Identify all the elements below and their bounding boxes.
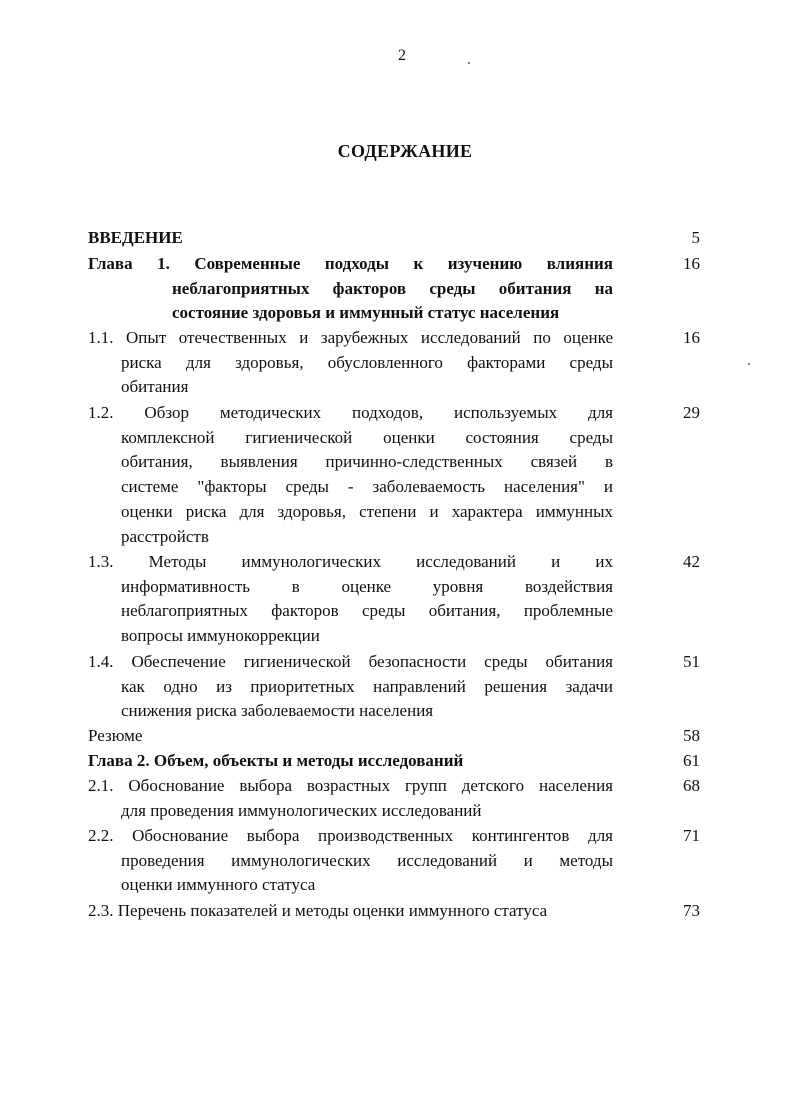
- page-title: СОДЕРЖАНИЕ: [337, 141, 473, 161]
- scan-speck: [748, 363, 750, 365]
- toc-page-number: 29: [683, 403, 700, 422]
- toc-entry-2-3: [88, 899, 700, 924]
- scan-speck: [468, 62, 470, 64]
- toc-page-number: 58: [683, 726, 700, 745]
- toc-entry-line: оценки риска для здоровья, степени и характера иммунных: [121, 501, 613, 521]
- toc-entry-line: риска для здоровья, обусловленного факторами среды: [121, 352, 613, 372]
- toc-page-number: 68: [683, 776, 700, 795]
- toc-page-number: 73: [683, 901, 700, 920]
- toc-entry-line: обитания, выявления причинно-следственных связей в: [121, 452, 613, 472]
- toc-entry-line: 1.3. Методы иммунологических исследований и их: [88, 552, 613, 571]
- toc-entry-chapter-1: [88, 252, 700, 326]
- toc-entry-introduction: [88, 226, 700, 251]
- toc-entry-line: 1.1. Опыт отечественных и зарубежных исследований по оценке: [88, 328, 613, 347]
- toc-entry-line: неблагоприятных факторов среды обитания на: [172, 278, 613, 298]
- toc-entry-line: как одно из приоритетных направлений решения задачи: [121, 676, 613, 696]
- toc-entry-line: обитания: [121, 377, 189, 397]
- toc-page-number: 61: [683, 751, 700, 770]
- toc-entry-2-1: [88, 774, 700, 823]
- toc-entry-1-1: [88, 326, 700, 400]
- toc-entry-line: 1.4. Обеспечение гигиенической безопасности среды обитания: [88, 652, 613, 671]
- toc-entry-line: ВВЕДЕНИЕ: [88, 228, 183, 247]
- toc-entry-line: Глава 1. Современные подходы к изучению влияния: [88, 254, 613, 273]
- toc-entry-1-4: [88, 650, 700, 724]
- toc-entry-line: оценки иммунного статуса: [121, 875, 316, 895]
- toc-page-number: 16: [683, 328, 700, 347]
- toc-entry-line: комплексной гигиенической оценки состояния среды: [121, 427, 613, 447]
- toc-entry-line: вопросы иммунокоррекции: [121, 626, 320, 646]
- toc-entry-line: 2.2. Обоснование выбора производственных контингентов для: [88, 826, 613, 845]
- toc-entry-summary: [88, 724, 700, 749]
- page-number: 2: [398, 47, 406, 64]
- toc-entry-line: информативность в оценке уровня воздействия: [121, 576, 613, 596]
- toc-entry-line: 2.3. Перечень показателей и методы оценки иммунного статуса: [88, 901, 548, 920]
- toc-entry-line: расстройств: [121, 526, 209, 546]
- toc-entry-1-3: [88, 550, 700, 649]
- toc-entry-1-2: [88, 401, 700, 549]
- toc-entry-line: для проведения иммунологических исследований: [121, 800, 482, 820]
- toc-page-number: 71: [683, 826, 700, 845]
- toc-entry-line: Резюме: [88, 726, 143, 745]
- toc-entry-line: 2.1. Обоснование выбора возрастных групп детского населения: [88, 776, 613, 795]
- toc-entry-line: системе "факторы среды - заболеваемость населения" и: [121, 477, 613, 497]
- toc-entry-line: снижения риска заболеваемости населения: [121, 701, 434, 721]
- toc-entry-2-2: [88, 824, 700, 898]
- toc-page-number: 16: [683, 254, 700, 273]
- toc-entry-line: 1.2. Обзор методических подходов, используемых для: [88, 403, 613, 422]
- toc-entry-line: проведения иммунологических исследований и методы: [121, 850, 613, 870]
- toc-entry-line: состояние здоровья и иммунный статус населения: [172, 303, 560, 323]
- toc-entry-line: неблагоприятных факторов среды обитания, проблемные: [121, 601, 613, 621]
- toc-page-number: 42: [683, 552, 700, 571]
- toc-entry-line: Глава 2. Объем, объекты и методы исследований: [88, 751, 464, 770]
- toc-page-number: 51: [683, 652, 700, 671]
- toc-page-number: 5: [691, 228, 700, 247]
- toc-entry-chapter-2: [88, 749, 700, 774]
